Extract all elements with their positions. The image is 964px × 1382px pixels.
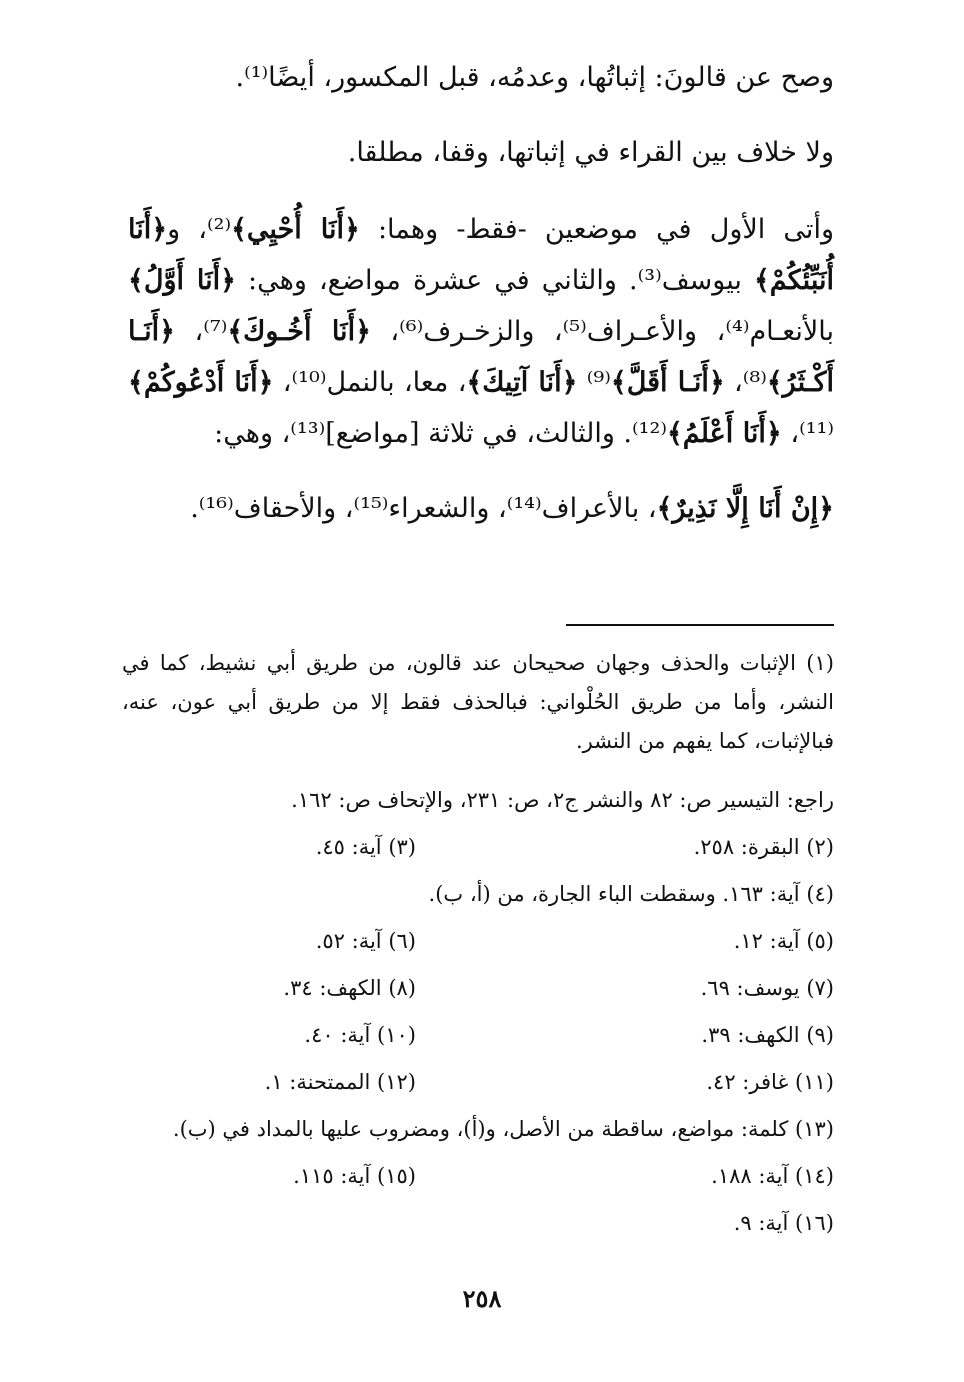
text-segment: ⁽⁸⁾، — [724, 367, 767, 398]
quran-quote: ﴿أَنَا أَخُـوكَ﴾ — [227, 316, 371, 347]
footnote-2: (٢) البقرة: ٢٥٨. — [693, 835, 834, 859]
text-segment: ، بالأعراف⁽¹⁴⁾، والشعراء⁽¹⁵⁾، والأحقاف⁽¹⁶⁾. — [190, 493, 657, 524]
footnote-4: (٤) آية: ١٦٣. وسقطت الباء الجارة، من (أ، ب). — [428, 882, 834, 906]
quran-quote: ﴿أَنَا أُنَبِّئُكُمْ﴾ — [128, 214, 834, 296]
main-line-1: وصح عن قالونَ: إثباتُها، وعدمُه، قبل المكسور، أيضًا⁽¹⁾. — [235, 62, 834, 93]
footnote-3: (٣) آية: ٤٥. — [315, 835, 416, 859]
text-segment: ⁽⁹⁾ — [577, 367, 611, 398]
text-segment: ⁽¹²⁾. والثالث، في ثلاثة [مواضع]⁽¹³⁾، وهي: — [214, 418, 667, 449]
quran-quote: ﴿أَنَا أَوَّلُ﴾ — [128, 265, 236, 296]
footnotes-section — [122, 644, 834, 1247]
quran-quote: ﴿أَنَـا أَقَلَّ﴾ — [610, 367, 725, 398]
page-number: ٢٥٨ — [462, 1284, 502, 1313]
footnote-7: (٧) يوسف: ٦٩. — [700, 976, 834, 1000]
quran-quote: ﴿أَنَا أَعْلَمُ﴾ — [666, 418, 782, 449]
footnote-row — [122, 965, 834, 1012]
main-line-4 — [128, 483, 834, 534]
footnote-separator — [566, 624, 834, 626]
text-segment: ، معا، بالنمل⁽¹⁰⁾، — [273, 367, 467, 398]
text-segment: ⁽¹¹⁾، — [781, 418, 834, 449]
footnote-6: (٦) آية: ٥٢. — [315, 929, 416, 953]
footnote-row — [122, 1012, 834, 1059]
footnote-row — [122, 1200, 834, 1247]
quran-quote: ﴿أَنَا أُحْيِي﴾ — [231, 214, 360, 245]
text-segment: بيوسف⁽³⁾. والثاني في عشرة مواضع، وهي: — [235, 265, 754, 296]
text-segment: بالأنعـام⁽⁴⁾، والأعـراف⁽⁵⁾، والزخـرف⁽⁶⁾، — [370, 316, 834, 347]
footnote-16: (١٦) آية: ٩. — [733, 1211, 834, 1235]
footnote-8: (٨) الكهف: ٣٤. — [283, 976, 416, 1000]
footnote-row — [122, 871, 834, 918]
text-segment: ⁽²⁾، و — [167, 214, 232, 245]
main-body — [128, 52, 834, 534]
main-paragraph-3 — [128, 204, 834, 459]
quran-quote: ﴿أَنَا آتِيكَ﴾ — [466, 367, 578, 398]
footnote-row — [122, 1106, 834, 1153]
footnote-13: (١٣) كلمة: مواضع، ساقطة من الأصل، و(أ)، ومضروب عليها بالمداد في (ب). — [172, 1117, 834, 1141]
text-segment: وأتى الأول في موضعين -فقط- وهما: — [359, 214, 834, 245]
footnote-12: (١٢) الممتحنة: ١. — [264, 1070, 416, 1094]
footnote-11: (١١) غافر: ٤٢. — [706, 1070, 834, 1094]
footnote-10: (١٠) آية: ٤٠. — [304, 1023, 416, 1047]
main-line-2: ولا خلاف بين القراء في إثباتها، وقفا، مطلقا. — [347, 137, 834, 168]
footnote-9: (٩) الكهف: ٣٩. — [701, 1023, 834, 1047]
quran-quote: ﴿إِنْ أَنَا إِلَّا نَذِيرٌ﴾ — [656, 493, 834, 524]
footnote-1: (١) الإثبات والحذف وجهان صحيحان عند قالون، من طريق أبي نشيط، كما في النشر، وأما من طريق الحُلْواني: فبالحذف فقط إلا من طريق أبي عون، عنه، فبالإثبات، كما يفهم من النشر. — [122, 651, 834, 753]
footnote-row — [122, 1059, 834, 1106]
footnote-row — [122, 824, 834, 871]
quran-quote: ﴿أَنَـا أَكْـثَرُ﴾ — [128, 316, 834, 398]
footnote-ref-line — [122, 777, 834, 824]
quran-quote: ﴿أَنَا أَدْعُوكُمْ﴾ — [128, 367, 274, 398]
footnote-14: (١٤) آية: ١٨٨. — [711, 1164, 834, 1188]
footnote-reference: راجع: التيسير ص: ٨٢ والنشر ج٢، ص: ٢٣١، والإتحاف ص: ١٦٢. — [291, 788, 834, 812]
footnote-15: (١٥) آية: ١١٥. — [293, 1164, 416, 1188]
text-segment: ⁽⁷⁾، — [174, 316, 228, 347]
footnote-5: (٥) آية: ١٢. — [733, 929, 834, 953]
footnote-row — [122, 1153, 834, 1200]
footnote-row — [122, 918, 834, 965]
